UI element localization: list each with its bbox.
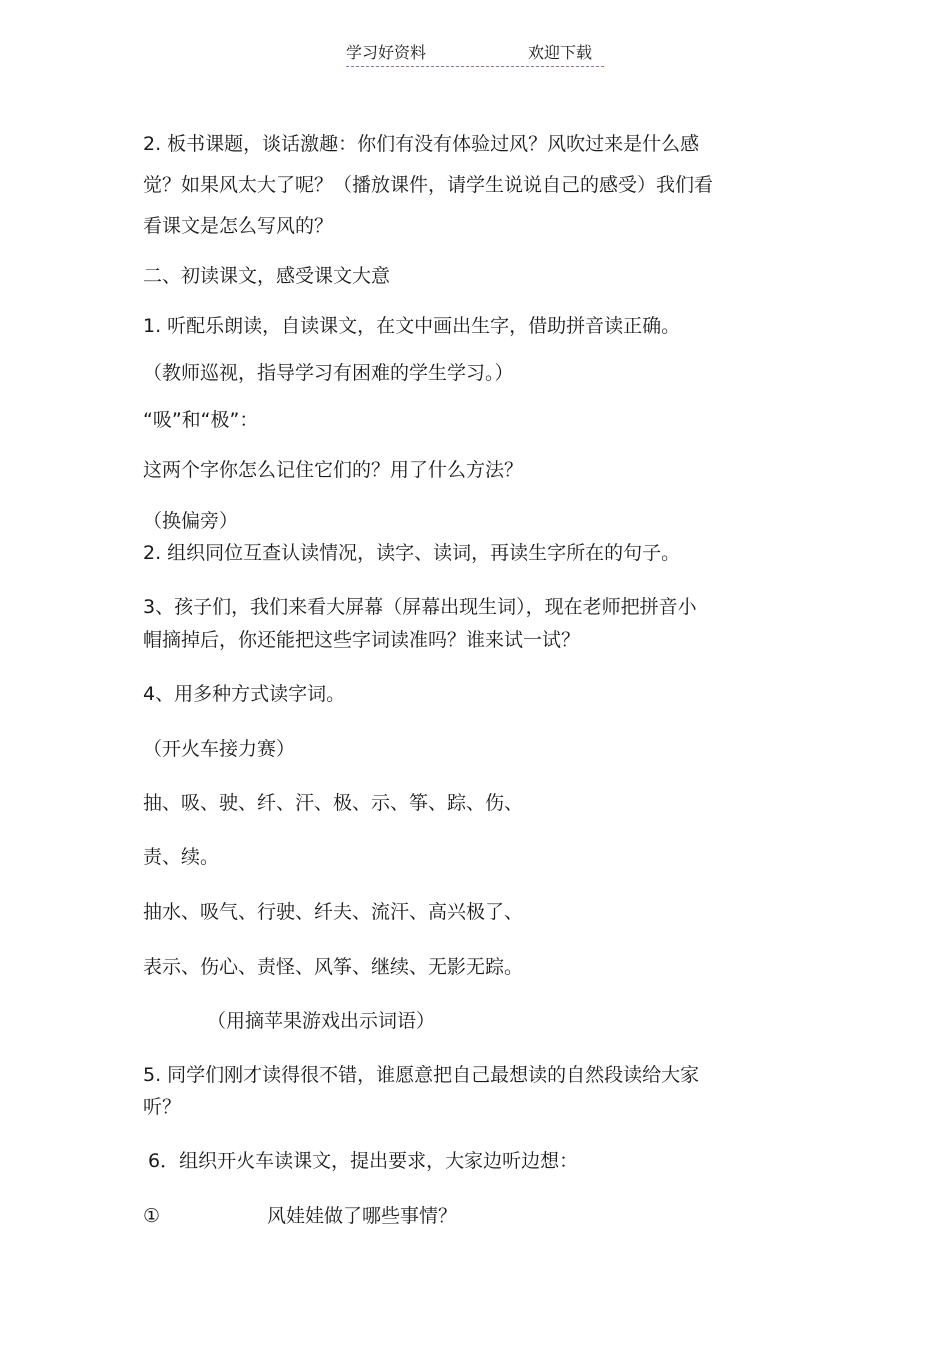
- header-left-text: 学习好资料: [346, 43, 427, 62]
- text-line: 听？: [143, 1096, 182, 1118]
- text-line: 2. 组织同位互查认读情况，读字、读词，再读生字所在的句子。: [143, 542, 681, 564]
- text-line: 帽摘掉后，你还能把这些字词读准吗？谁来试一试？: [143, 629, 581, 651]
- text-line: 5. 同学们刚才读得很不错，谁愿意把自己最想读的自然段读给大家: [143, 1064, 700, 1086]
- page-header: [346, 42, 604, 67]
- text-line: 这两个字你怎么记住它们的？用了什么方法？: [143, 459, 524, 481]
- text-line: 觉？如果风太大了呢？（播放课件，请学生说说自己的感受）我们看: [143, 174, 714, 196]
- text-line: （用摘苹果游戏出示词语）: [207, 1010, 436, 1032]
- text-line: （教师巡视，指导学习有困难的学生学习。）: [143, 362, 514, 384]
- text-line: 3、孩子们，我们来看大屏幕（屏幕出现生词），现在老师把拼音小: [143, 596, 697, 618]
- text-line: 看课文是怎么写风的？: [143, 215, 334, 237]
- text-line: （开火车接力赛）: [143, 738, 296, 760]
- text-line: 抽、吸、驶、纤、汗、极、示、筝、踪、伤、: [143, 792, 524, 814]
- text-line: 4、用多种方式读字词。: [143, 683, 346, 705]
- text-line: 抽水、吸气、行驶、纤夫、流汗、高兴极了、: [143, 901, 524, 923]
- text-line: 责、续。: [143, 846, 220, 868]
- text-line: 表示、伤心、责怪、风筝、继续、无影无踪。: [143, 956, 524, 978]
- header-right-text: 欢迎下载: [528, 43, 593, 62]
- section-heading: 二、初读课文，感受课文大意: [143, 265, 391, 287]
- list-marker: ①: [143, 1205, 161, 1227]
- text-line: 6．组织开火车读课文，提出要求，大家边听边想：: [148, 1150, 579, 1172]
- text-line: “吸”和“极”：: [143, 409, 259, 431]
- text-line: 2. 板书课题，谈话激趣：你们有没有体验过风？风吹过来是什么感: [143, 133, 700, 155]
- text-line: 风娃娃做了哪些事情？: [267, 1205, 458, 1227]
- text-line: （换偏旁）: [143, 510, 239, 532]
- text-line: 1. 听配乐朗读，自读课文，在文中画出生字，借助拼音读正确。: [143, 315, 681, 337]
